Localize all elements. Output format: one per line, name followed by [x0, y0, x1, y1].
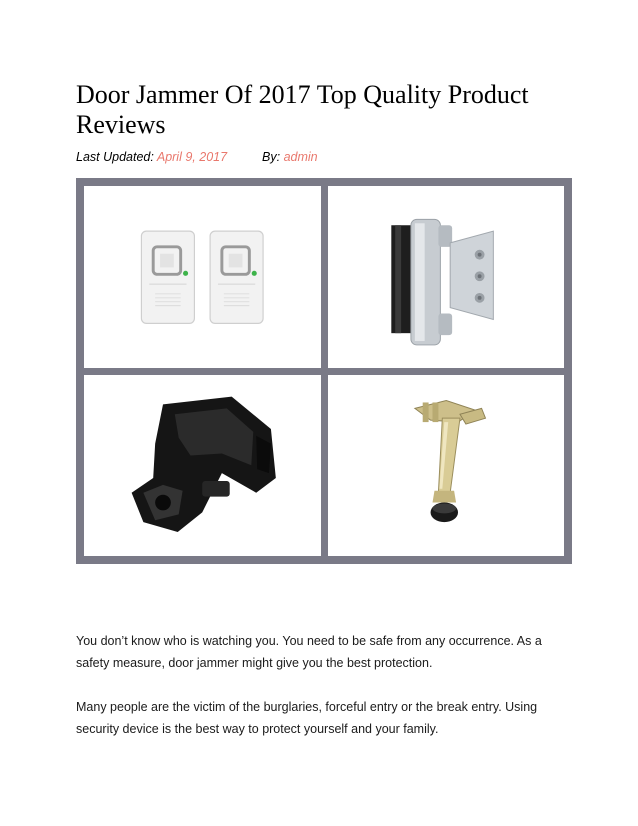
- product-image-door-lock: [328, 186, 565, 368]
- body-paragraph: Many people are the victim of the burglaries, forceful entry or the break entry. Using security device is the best way to protect yourself and your family.: [76, 700, 538, 736]
- body-paragraph: You don’t know who is watching you. You need to be safe from any occurrence. As a safety measure, door jammer might give you the best protection.: [76, 634, 542, 670]
- window-alarm-illustration: [84, 186, 321, 368]
- product-image-window-alarms: [84, 186, 321, 368]
- article-title: Door Jammer Of 2017 Top Quality Product Reviews: [76, 80, 529, 139]
- product-image-grid: [76, 178, 572, 564]
- last-updated-date[interactable]: April 9, 2017: [156, 150, 228, 164]
- kickdown-stop-illustration: [328, 375, 565, 557]
- article-meta: [76, 150, 318, 164]
- product-image-kickdown-stop: [328, 375, 565, 557]
- door-lock-illustration: [328, 186, 565, 368]
- door-stopper-illustration: [84, 375, 321, 557]
- by-label: By:: [262, 150, 281, 164]
- last-updated-label: Last Updated:: [76, 150, 154, 164]
- author-link[interactable]: admin: [283, 150, 318, 164]
- product-image-door-stopper: [84, 375, 321, 557]
